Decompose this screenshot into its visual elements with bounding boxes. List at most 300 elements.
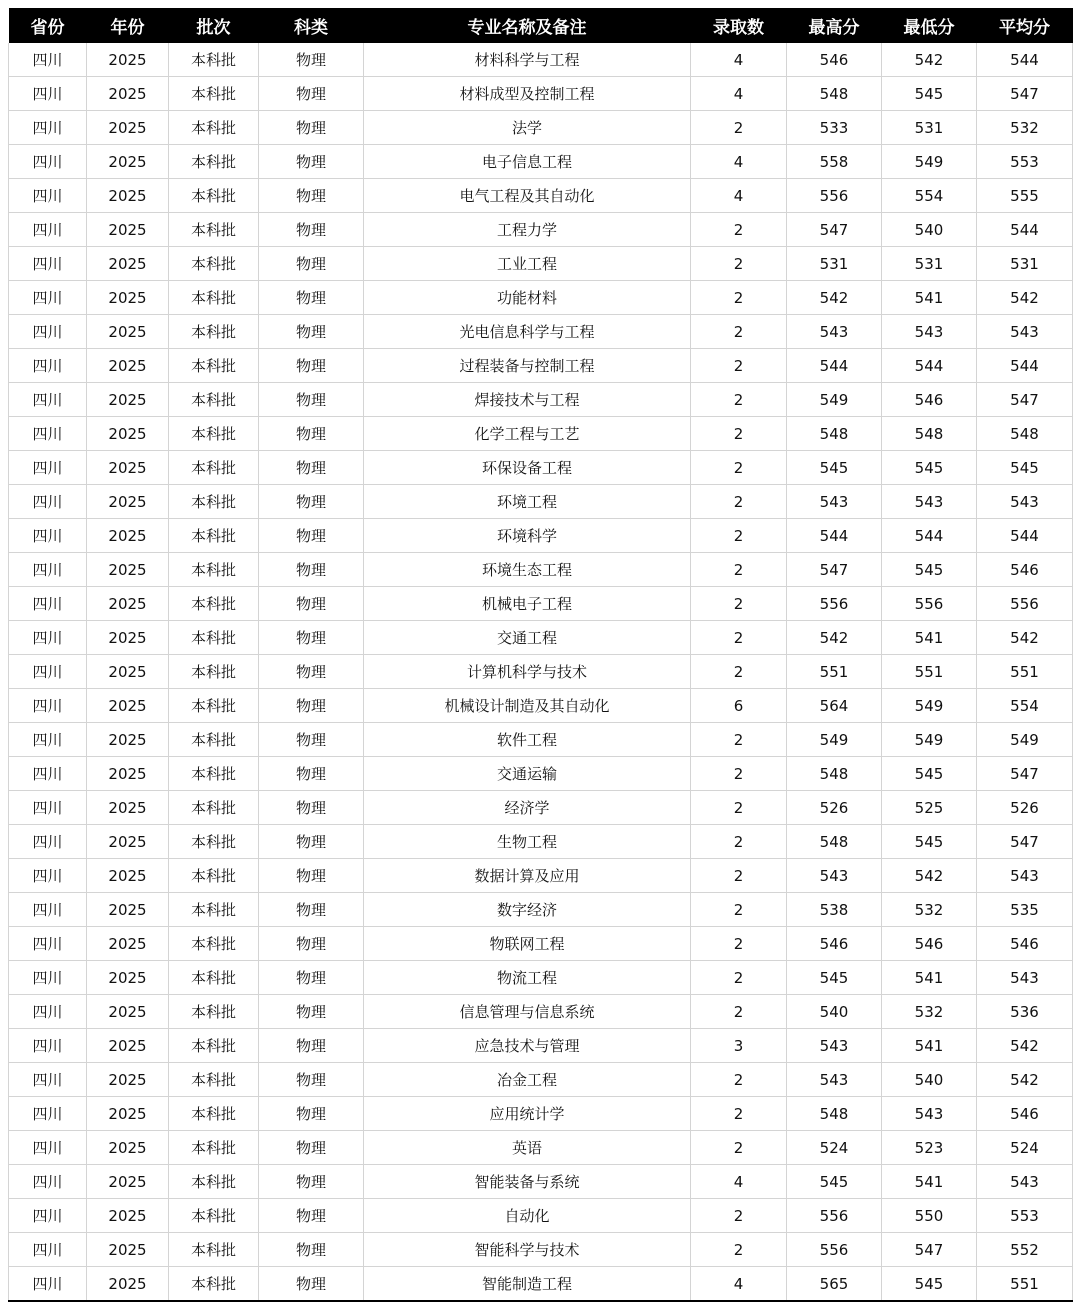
cell-average-score: 542 [977,621,1073,655]
cell-subject-category: 物理 [259,1029,364,1063]
cell-highest-score: 549 [787,383,882,417]
cell-lowest-score: 545 [882,77,977,111]
cell-lowest-score: 546 [882,383,977,417]
cell-province: 四川 [9,451,87,485]
cell-subject-category: 物理 [259,1097,364,1131]
cell-province: 四川 [9,179,87,213]
table-row [9,43,1073,77]
cell-admitted-count: 4 [691,1267,787,1302]
cell-average-score: 547 [977,77,1073,111]
cell-average-score: 543 [977,1165,1073,1199]
cell-batch: 本科批 [169,1199,259,1233]
cell-year: 2025 [87,519,169,553]
cell-average-score: 553 [977,145,1073,179]
cell-lowest-score: 546 [882,927,977,961]
cell-admitted-count: 4 [691,1165,787,1199]
cell-batch: 本科批 [169,655,259,689]
cell-average-score: 526 [977,791,1073,825]
cell-lowest-score: 545 [882,553,977,587]
cell-highest-score: 548 [787,1097,882,1131]
cell-major-name: 过程装备与控制工程 [364,349,691,383]
cell-highest-score: 542 [787,621,882,655]
cell-highest-score: 546 [787,927,882,961]
cell-batch: 本科批 [169,587,259,621]
table-row [9,1131,1073,1165]
cell-lowest-score: 548 [882,417,977,451]
cell-subject-category: 物理 [259,1063,364,1097]
cell-batch: 本科批 [169,519,259,553]
cell-lowest-score: 545 [882,451,977,485]
cell-batch: 本科批 [169,111,259,145]
cell-lowest-score: 525 [882,791,977,825]
table-row [9,485,1073,519]
table-row [9,1097,1073,1131]
cell-admitted-count: 2 [691,995,787,1029]
cell-highest-score: 540 [787,995,882,1029]
cell-average-score: 544 [977,519,1073,553]
cell-batch: 本科批 [169,995,259,1029]
cell-batch: 本科批 [169,893,259,927]
table-row [9,281,1073,315]
cell-province: 四川 [9,961,87,995]
cell-batch: 本科批 [169,213,259,247]
cell-highest-score: 556 [787,587,882,621]
table-row [9,621,1073,655]
cell-province: 四川 [9,927,87,961]
header-admitted-count: 录取数 [691,8,787,43]
cell-year: 2025 [87,1165,169,1199]
cell-highest-score: 564 [787,689,882,723]
cell-subject-category: 物理 [259,179,364,213]
cell-admitted-count: 2 [691,893,787,927]
cell-highest-score: 542 [787,281,882,315]
cell-province: 四川 [9,1131,87,1165]
cell-subject-category: 物理 [259,383,364,417]
cell-average-score: 552 [977,1233,1073,1267]
cell-major-name: 法学 [364,111,691,145]
cell-subject-category: 物理 [259,1233,364,1267]
cell-lowest-score: 542 [882,43,977,77]
cell-batch: 本科批 [169,1131,259,1165]
table-row [9,111,1073,145]
cell-batch: 本科批 [169,553,259,587]
table-row [9,1233,1073,1267]
cell-highest-score: 544 [787,519,882,553]
cell-batch: 本科批 [169,349,259,383]
table-body [9,43,1073,1301]
table-header-row [9,8,1073,43]
table-row [9,451,1073,485]
cell-province: 四川 [9,587,87,621]
cell-major-name: 环保设备工程 [364,451,691,485]
cell-lowest-score: 541 [882,281,977,315]
cell-batch: 本科批 [169,621,259,655]
header-highest-score: 最高分 [787,8,882,43]
cell-subject-category: 物理 [259,621,364,655]
cell-admitted-count: 2 [691,1097,787,1131]
cell-lowest-score: 543 [882,485,977,519]
cell-admitted-count: 2 [691,281,787,315]
table-row [9,961,1073,995]
cell-admitted-count: 2 [691,587,787,621]
cell-average-score: 546 [977,927,1073,961]
cell-average-score: 546 [977,1097,1073,1131]
table-row [9,77,1073,111]
cell-year: 2025 [87,247,169,281]
cell-subject-category: 物理 [259,213,364,247]
cell-average-score: 545 [977,451,1073,485]
cell-province: 四川 [9,1063,87,1097]
admission-score-table [8,8,1073,1302]
cell-province: 四川 [9,349,87,383]
cell-lowest-score: 542 [882,859,977,893]
cell-major-name: 焊接技术与工程 [364,383,691,417]
cell-year: 2025 [87,417,169,451]
cell-admitted-count: 2 [691,383,787,417]
cell-subject-category: 物理 [259,859,364,893]
cell-highest-score: 548 [787,417,882,451]
cell-batch: 本科批 [169,1063,259,1097]
header-province: 省份 [9,8,87,43]
cell-batch: 本科批 [169,689,259,723]
table-row [9,519,1073,553]
cell-year: 2025 [87,689,169,723]
cell-admitted-count: 2 [691,655,787,689]
cell-subject-category: 物理 [259,1131,364,1165]
cell-average-score: 543 [977,485,1073,519]
cell-average-score: 549 [977,723,1073,757]
cell-batch: 本科批 [169,145,259,179]
cell-average-score: 548 [977,417,1073,451]
cell-batch: 本科批 [169,1097,259,1131]
cell-major-name: 计算机科学与技术 [364,655,691,689]
cell-province: 四川 [9,791,87,825]
cell-average-score: 544 [977,213,1073,247]
cell-highest-score: 546 [787,43,882,77]
cell-province: 四川 [9,281,87,315]
cell-highest-score: 543 [787,1029,882,1063]
cell-admitted-count: 4 [691,179,787,213]
cell-year: 2025 [87,961,169,995]
cell-highest-score: 526 [787,791,882,825]
cell-major-name: 信息管理与信息系统 [364,995,691,1029]
cell-year: 2025 [87,43,169,77]
cell-major-name: 生物工程 [364,825,691,859]
cell-major-name: 英语 [364,1131,691,1165]
cell-province: 四川 [9,77,87,111]
cell-year: 2025 [87,349,169,383]
table-row [9,757,1073,791]
cell-admitted-count: 2 [691,757,787,791]
cell-admitted-count: 2 [691,825,787,859]
cell-province: 四川 [9,145,87,179]
cell-batch: 本科批 [169,791,259,825]
cell-major-name: 经济学 [364,791,691,825]
cell-province: 四川 [9,417,87,451]
cell-lowest-score: 549 [882,723,977,757]
cell-year: 2025 [87,757,169,791]
table-row [9,315,1073,349]
cell-average-score: 542 [977,1029,1073,1063]
cell-year: 2025 [87,1267,169,1302]
cell-province: 四川 [9,485,87,519]
cell-subject-category: 物理 [259,1165,364,1199]
cell-highest-score: 556 [787,1199,882,1233]
cell-subject-category: 物理 [259,417,364,451]
cell-year: 2025 [87,383,169,417]
cell-admitted-count: 2 [691,1063,787,1097]
cell-major-name: 材料成型及控制工程 [364,77,691,111]
cell-year: 2025 [87,281,169,315]
cell-lowest-score: 541 [882,1029,977,1063]
cell-subject-category: 物理 [259,349,364,383]
cell-subject-category: 物理 [259,485,364,519]
cell-year: 2025 [87,179,169,213]
cell-year: 2025 [87,587,169,621]
cell-subject-category: 物理 [259,927,364,961]
table-row [9,349,1073,383]
cell-year: 2025 [87,1097,169,1131]
cell-admitted-count: 2 [691,519,787,553]
cell-admitted-count: 2 [691,111,787,145]
table-row [9,553,1073,587]
cell-lowest-score: 549 [882,689,977,723]
cell-lowest-score: 543 [882,1097,977,1131]
cell-admitted-count: 2 [691,1199,787,1233]
cell-major-name: 环境科学 [364,519,691,553]
header-major-name: 专业名称及备注 [364,8,691,43]
cell-province: 四川 [9,893,87,927]
cell-subject-category: 物理 [259,281,364,315]
cell-year: 2025 [87,1199,169,1233]
cell-major-name: 智能科学与技术 [364,1233,691,1267]
cell-major-name: 自动化 [364,1199,691,1233]
cell-batch: 本科批 [169,417,259,451]
cell-admitted-count: 2 [691,1131,787,1165]
cell-province: 四川 [9,859,87,893]
header-batch: 批次 [169,8,259,43]
cell-batch: 本科批 [169,825,259,859]
cell-subject-category: 物理 [259,689,364,723]
cell-highest-score: 544 [787,349,882,383]
cell-major-name: 软件工程 [364,723,691,757]
header-lowest-score: 最低分 [882,8,977,43]
cell-lowest-score: 554 [882,179,977,213]
cell-subject-category: 物理 [259,111,364,145]
cell-subject-category: 物理 [259,77,364,111]
cell-batch: 本科批 [169,859,259,893]
cell-year: 2025 [87,825,169,859]
cell-subject-category: 物理 [259,1199,364,1233]
cell-province: 四川 [9,247,87,281]
cell-highest-score: 558 [787,145,882,179]
cell-highest-score: 543 [787,485,882,519]
cell-average-score: 555 [977,179,1073,213]
cell-highest-score: 543 [787,1063,882,1097]
cell-batch: 本科批 [169,961,259,995]
cell-admitted-count: 2 [691,349,787,383]
cell-subject-category: 物理 [259,587,364,621]
cell-batch: 本科批 [169,723,259,757]
cell-subject-category: 物理 [259,791,364,825]
cell-major-name: 材料科学与工程 [364,43,691,77]
cell-major-name: 冶金工程 [364,1063,691,1097]
cell-subject-category: 物理 [259,553,364,587]
cell-major-name: 环境生态工程 [364,553,691,587]
cell-batch: 本科批 [169,451,259,485]
cell-admitted-count: 3 [691,1029,787,1063]
table-row [9,995,1073,1029]
cell-province: 四川 [9,315,87,349]
table-row [9,655,1073,689]
cell-province: 四川 [9,995,87,1029]
cell-subject-category: 物理 [259,723,364,757]
cell-average-score: 543 [977,315,1073,349]
cell-average-score: 542 [977,1063,1073,1097]
cell-highest-score: 547 [787,213,882,247]
cell-year: 2025 [87,1131,169,1165]
cell-highest-score: 524 [787,1131,882,1165]
cell-year: 2025 [87,621,169,655]
cell-subject-category: 物理 [259,1267,364,1302]
cell-province: 四川 [9,111,87,145]
cell-subject-category: 物理 [259,893,364,927]
cell-highest-score: 548 [787,825,882,859]
cell-batch: 本科批 [169,485,259,519]
cell-batch: 本科批 [169,757,259,791]
cell-province: 四川 [9,1165,87,1199]
cell-highest-score: 548 [787,77,882,111]
cell-highest-score: 543 [787,859,882,893]
cell-lowest-score: 556 [882,587,977,621]
cell-province: 四川 [9,655,87,689]
table-row [9,145,1073,179]
cell-major-name: 电气工程及其自动化 [364,179,691,213]
cell-admitted-count: 4 [691,43,787,77]
cell-highest-score: 549 [787,723,882,757]
cell-highest-score: 556 [787,179,882,213]
admission-score-table-container [8,8,1072,1302]
cell-lowest-score: 545 [882,757,977,791]
cell-lowest-score: 541 [882,1165,977,1199]
cell-admitted-count: 4 [691,77,787,111]
cell-province: 四川 [9,1097,87,1131]
table-row [9,587,1073,621]
table-row [9,859,1073,893]
table-row [9,1063,1073,1097]
cell-batch: 本科批 [169,315,259,349]
cell-province: 四川 [9,553,87,587]
cell-average-score: 524 [977,1131,1073,1165]
cell-average-score: 553 [977,1199,1073,1233]
cell-year: 2025 [87,451,169,485]
table-row [9,213,1073,247]
cell-average-score: 547 [977,383,1073,417]
cell-province: 四川 [9,825,87,859]
cell-major-name: 应用统计学 [364,1097,691,1131]
cell-major-name: 机械电子工程 [364,587,691,621]
cell-major-name: 光电信息科学与工程 [364,315,691,349]
table-row [9,825,1073,859]
cell-year: 2025 [87,553,169,587]
cell-admitted-count: 2 [691,451,787,485]
cell-lowest-score: 531 [882,111,977,145]
cell-admitted-count: 6 [691,689,787,723]
cell-average-score: 554 [977,689,1073,723]
cell-subject-category: 物理 [259,995,364,1029]
cell-batch: 本科批 [169,383,259,417]
table-row [9,1267,1073,1302]
cell-province: 四川 [9,1029,87,1063]
table-row [9,179,1073,213]
cell-province: 四川 [9,213,87,247]
cell-batch: 本科批 [169,927,259,961]
cell-subject-category: 物理 [259,145,364,179]
cell-highest-score: 531 [787,247,882,281]
cell-major-name: 智能制造工程 [364,1267,691,1302]
table-row [9,417,1073,451]
cell-subject-category: 物理 [259,43,364,77]
cell-average-score: 546 [977,553,1073,587]
header-average-score: 平均分 [977,8,1073,43]
cell-subject-category: 物理 [259,825,364,859]
cell-admitted-count: 4 [691,145,787,179]
cell-average-score: 542 [977,281,1073,315]
cell-lowest-score: 544 [882,349,977,383]
cell-average-score: 544 [977,43,1073,77]
cell-province: 四川 [9,689,87,723]
cell-lowest-score: 550 [882,1199,977,1233]
cell-highest-score: 543 [787,315,882,349]
table-row [9,791,1073,825]
cell-major-name: 智能装备与系统 [364,1165,691,1199]
cell-major-name: 物联网工程 [364,927,691,961]
cell-lowest-score: 540 [882,213,977,247]
table-row [9,927,1073,961]
cell-admitted-count: 2 [691,1233,787,1267]
cell-major-name: 应急技术与管理 [364,1029,691,1063]
cell-admitted-count: 2 [691,791,787,825]
cell-batch: 本科批 [169,1029,259,1063]
cell-major-name: 电子信息工程 [364,145,691,179]
cell-average-score: 544 [977,349,1073,383]
cell-highest-score: 533 [787,111,882,145]
cell-major-name: 物流工程 [364,961,691,995]
cell-highest-score: 538 [787,893,882,927]
cell-province: 四川 [9,1233,87,1267]
table-row [9,1199,1073,1233]
cell-year: 2025 [87,111,169,145]
cell-admitted-count: 2 [691,417,787,451]
cell-subject-category: 物理 [259,519,364,553]
cell-province: 四川 [9,621,87,655]
table-row [9,689,1073,723]
cell-major-name: 环境工程 [364,485,691,519]
cell-year: 2025 [87,655,169,689]
cell-highest-score: 565 [787,1267,882,1302]
cell-lowest-score: 532 [882,893,977,927]
cell-admitted-count: 2 [691,485,787,519]
cell-major-name: 数据计算及应用 [364,859,691,893]
cell-year: 2025 [87,1233,169,1267]
cell-admitted-count: 2 [691,621,787,655]
cell-lowest-score: 532 [882,995,977,1029]
cell-subject-category: 物理 [259,315,364,349]
cell-province: 四川 [9,519,87,553]
cell-province: 四川 [9,43,87,77]
cell-province: 四川 [9,1199,87,1233]
cell-admitted-count: 2 [691,723,787,757]
